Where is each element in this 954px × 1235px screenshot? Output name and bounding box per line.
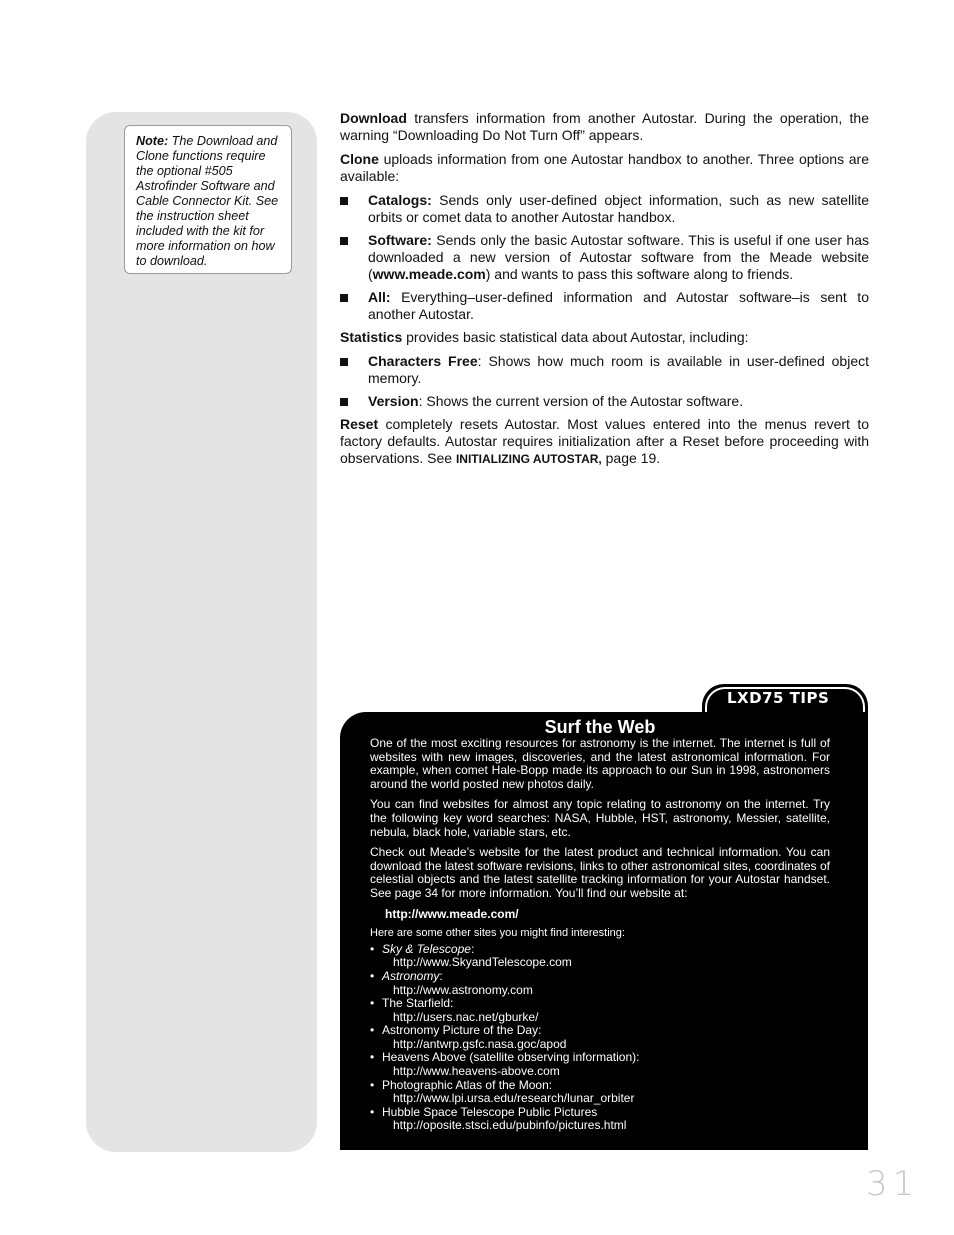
site-suffix: : [439,968,443,983]
reset-paragraph [340,416,869,468]
bullet-square-icon [340,294,348,302]
item-text: : Shows the current version of the Autostar software. [418,393,744,409]
tips-paragraph: One of the most exciting resources for astronomy is the internet. The internet is full of websites with new images, discoveries, and the latest astronomical information. For example, when comet Hale-Bopp made its approach to our Sun in 1998, astronomers around the world posted new photos daily. [370,736,830,791]
bullet-dot-icon: • [370,1023,375,1038]
site-url-link[interactable]: http://www.heavens-above.com [393,1064,560,1079]
meade-url-link[interactable]: http://www.meade.com/ [385,906,519,921]
bullet-dot-icon: • [370,1104,375,1119]
download-paragraph [340,110,869,144]
tips-paragraph: You can find websites for almost any topic relating to astronomy on the internet. Try the following key word searches: NASA, Hubble, HST, astronomy, Messier, satellite, nebula, black hole, variable stars, etc. [370,797,830,839]
item-term: Version [368,393,419,409]
site-url-link[interactable]: http://oposite.stsci.edu/pubinfo/pictures.html [393,1118,627,1133]
list-item [370,997,830,1024]
list-item [340,353,869,387]
bullet-square-icon [340,358,348,366]
download-text: transfers information from another Autostar. During the operation, the warning “Downloading Do Not Turn Off” appears. [340,110,869,143]
statistics-term: Statistics [340,329,403,345]
sites-intro: Here are some other sites you might find interesting: [370,927,625,940]
bullet-square-icon [340,197,348,205]
option-text: Everything–user-defined information and Autostar software–is sent to another Autostar. [368,289,869,322]
download-term: Download [340,110,407,126]
list-item [370,1051,830,1078]
bullet-dot-icon: • [370,941,375,956]
sites-list [370,943,830,1133]
bullet-dot-icon: • [370,968,375,983]
site-url-link[interactable]: http://www.SkyandTelescope.com [393,955,572,970]
reset-reference: INITIALIZING AUTOSTAR, [455,452,602,466]
list-item [370,1106,830,1133]
list-item [370,970,830,997]
tips-tab-label: LXD75 TIPS [727,689,830,707]
main-content [340,110,869,475]
clone-paragraph [340,151,869,185]
option-term: All: [368,289,391,305]
clone-term: Clone [340,151,379,167]
clone-text: uploads information from one Autostar handbox to another. Three options are available: [340,151,869,184]
site-name: Photographic Atlas of the Moon: [382,1077,553,1092]
list-item [340,393,869,410]
site-url-link[interactable]: http://www.astronomy.com [393,982,533,997]
tips-title: Surf the Web [544,717,656,737]
bullet-dot-icon: • [370,996,375,1011]
option-text: Sends only user-defined object information, such as new satellite orbits or comet data to another Autostar handbox. [368,192,869,225]
bullet-dot-icon: • [370,1050,375,1065]
tips-paragraph: Check out Meade’s website for the latest product and technical information. You can download the latest software revisions, links to other astronomical sites, coordinates of celestial objects and the latest satellite tracking information for your Autostar handset. See page 34 for more information. You’ll find our website at: [370,845,830,900]
item-term: Characters Free [368,353,478,369]
list-item [370,1024,830,1051]
site-url-link[interactable]: http://antwrp.gsfc.nasa.goc/apod [393,1036,567,1051]
tips-body [370,737,830,1133]
statistics-text: provides basic statistical data about Autostar, including: [402,329,749,345]
item-text: : Shows how much room is available in user-defined object memory. [368,353,869,386]
site-url-link[interactable]: http://www.lpi.ursa.edu/research/lunar_orbiter [393,1091,635,1106]
option-term: Catalogs: [368,192,432,208]
site-name: The Starfield: [382,996,454,1011]
option-text: Sends only the basic Autostar software. This is useful if one user has downloaded a new version of Autostar software from the Meade website ( [368,232,869,282]
note-text: The Download and Clone functions require the optional #505 Astrofinder Software and Cable Connector Kit. See the instruction sheet included with the kit for more information on how to download. [136,134,279,268]
site-name: Sky & Telescope [382,941,471,956]
bullet-dot-icon: • [370,1077,375,1092]
page-number: 31 [866,1164,920,1204]
note-label: Note: [136,134,169,148]
site-name: Astronomy [382,968,440,983]
reset-text-after: page 19. [601,450,661,466]
site-url-link[interactable]: http://users.nac.net/gburke/ [393,1009,539,1024]
option-term: Software: [368,232,432,248]
note-box [124,125,292,274]
list-item [340,192,869,226]
site-suffix: : [470,941,475,956]
bullet-square-icon [340,398,348,406]
site-name: Astronomy Picture of the Day: [382,1023,542,1038]
statistics-paragraph [340,329,869,346]
meade-link[interactable]: www.meade.com [372,266,486,282]
site-name: Hubble Space Telescope Public Pictures [382,1104,598,1119]
option-text: ) and wants to pass this software along to friends. [485,266,794,282]
reset-text: completely resets Autostar. Most values entered into the menus revert to factory defaults. Autostar requires initialization after a Reset before proceeding with observations. See [340,416,869,466]
bullet-square-icon [340,237,348,245]
tips-box [340,712,868,1150]
list-item [340,232,869,283]
list-item [340,289,869,323]
list-item [370,943,830,970]
site-name: Heavens Above (satellite observing information): [382,1050,640,1065]
reset-term: Reset [340,416,379,432]
list-item [370,1079,830,1106]
